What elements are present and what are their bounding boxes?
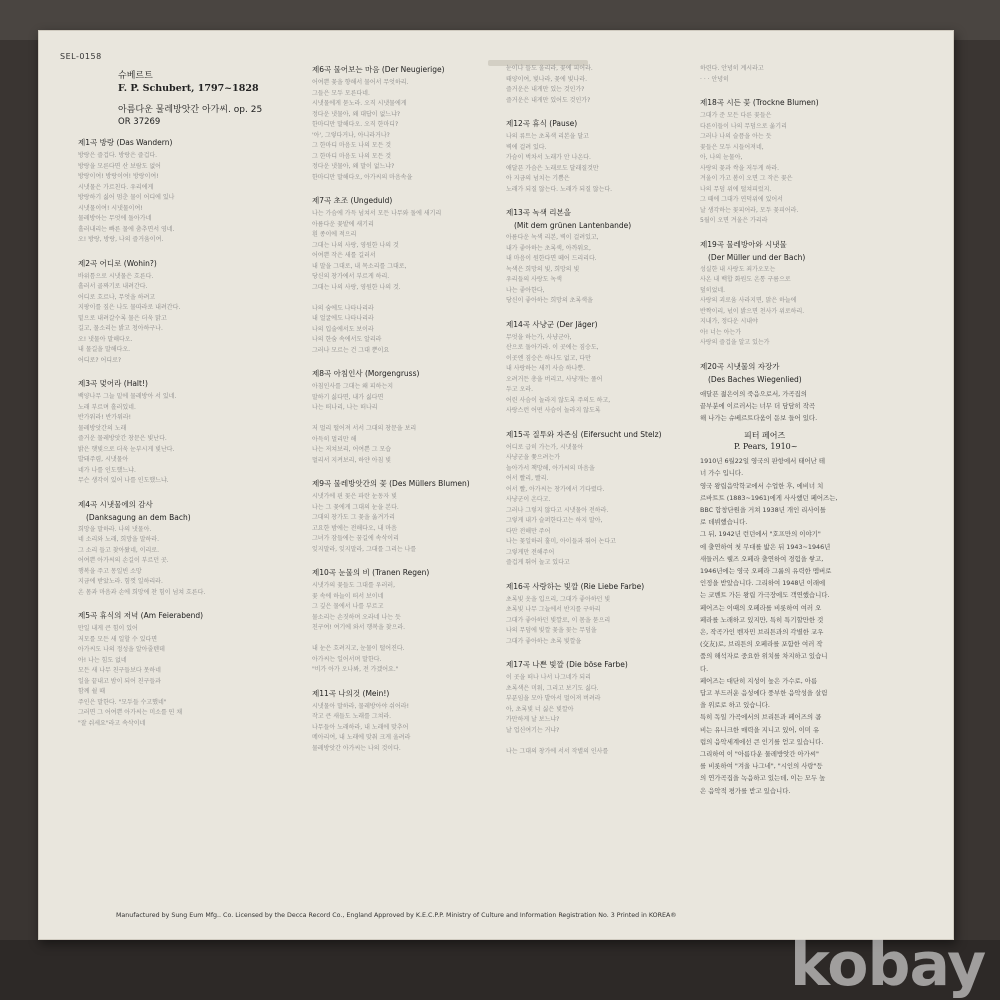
song-block — [312, 195, 494, 356]
lyric-line: 어여쁜 꽃을 향해서 물어서 무엇하리. — [312, 79, 409, 86]
song-block — [700, 97, 880, 227]
song-list-1 — [78, 137, 288, 729]
song-title: 제9곡 물레방앗간의 꽃 (Des Müllers Blumen) — [312, 479, 470, 488]
song-title: 제18곡 시든 꽃 (Trockne Blumen) — [700, 98, 819, 107]
song-block — [78, 499, 288, 599]
lyric-line: 날 업신여기는 거냐? — [506, 726, 560, 734]
lyric-line: 그 한마디 마음도 나의 모든 것 — [312, 142, 392, 149]
song-title: 제13곡 녹색 리본을 — [506, 208, 572, 217]
intro-line: 끝부분에 이르러서는 너무 더 담담히 작곡 — [700, 401, 816, 410]
lyric-line: 내 물길을 말해다오. — [78, 346, 131, 353]
bio-line: 은 음악적 평가를 받고 있습니다. — [700, 786, 791, 795]
lyric-line: 물소리는 손짓하며 오라네 나는 듯 — [312, 613, 401, 621]
column-4 — [700, 64, 880, 797]
bio-line: 페어즈는 대단히 지성이 높은 가수로, 아름 — [700, 676, 818, 685]
lyric-line: 태양이여, 빛나라, 꽃에 빛나라. — [506, 75, 587, 83]
lyric-line: 물레방앗간 아가씨는 나의 것이다. — [312, 744, 401, 752]
bio-line: 1910년 6월22일 영국의 판항에서 태어난 테 — [700, 457, 826, 466]
lyric-line: 가슴이 벅차서 노래가 안 나온다. — [506, 154, 591, 161]
bio-line: 을 위로로 하고 있습니다. — [700, 701, 770, 710]
song-subtitle: (Mit dem grünen Lantenbande) — [514, 221, 632, 230]
lyric-line: 그 깊은 물에서 나를 부르고 — [312, 603, 384, 610]
opus-code: OR 37269 — [118, 117, 161, 127]
lyric-line: 친구여! 여기에 와서 행복을 찾으라. — [312, 624, 406, 631]
lyric-line: 아침인사를 그대는 왜 피하는지 — [312, 383, 394, 390]
lyric-line: 나는 가슴에 가득 넘쳐서 모든 나무와 돌에 새기리 — [312, 210, 442, 217]
bio-line: 답고 부드러운 음성에다 풍부한 음악성을 살림 — [700, 688, 828, 697]
song-title: 제11곡 나의것 (Mein!) — [312, 688, 390, 698]
lyric-line: 그대는 나의 사랑, 영원한 나의 것 — [312, 241, 399, 249]
lyric-line: 지내가, 정다운 시내야 — [700, 318, 758, 325]
lyric-line: 눈이나 들도 울리라, 꽃에 피어라. — [506, 65, 593, 72]
watermark-logo: kobay — [790, 930, 986, 1000]
lyric-line: 지금에 받았노라. 힘껏 일하리라. — [78, 578, 163, 585]
lyric-line: 아가씨는 일어서며 말한다. — [312, 655, 382, 663]
song-title: 제3곡 멎어라 (Halt!) — [78, 379, 148, 388]
lyric-line: 다른이들이 나의 무덤으로 옮기리 — [700, 122, 787, 130]
lyric-line: 즐거운 물레방앗간 창문은 빛난다. — [78, 435, 167, 442]
lyric-line: 그대의 창가도 그 꽃을 옮겨가리 — [312, 514, 395, 521]
lyric-line: 놀아가서 책망해, 아가씨의 마음을 — [506, 464, 595, 472]
song-block — [506, 207, 684, 307]
bio-line: 1946년에는 영국 오페라 그룹의 유력한 멤버로 — [700, 566, 832, 575]
lyric-line: 겨울이 가고 봄이 오면 그 작은 꽃은 — [700, 175, 793, 182]
song-block — [78, 258, 288, 367]
lyric-line: 이곳엔 짐승은 하나도 없고, 다만 — [506, 354, 591, 362]
lyric-line: 나는 꽃일하러 훌미, 아이들과 뛰어 논다고 — [506, 538, 616, 545]
lyric-line: 한마디만 말해다오. 오직 한마디? — [312, 121, 399, 128]
lyric-line: 나는 좋아한다, — [506, 286, 545, 294]
lyric-line: 작고 큰 새들도 노래를 그쳐라. — [312, 713, 392, 720]
lyric-line: 아, 나의 눈물아, — [700, 154, 743, 161]
lyric-line: 애달픈 가슴은 노래로도 달래질것만 — [506, 164, 599, 172]
song-title: 제14곡 사냥군 (Der Jäger) — [506, 319, 598, 329]
lyric-line: 희망을 말하라. 나의 냇물아. — [78, 525, 152, 533]
lyric-line: 초록빛 옷을 입으리, 그대가 좋아하던 빛 — [506, 595, 611, 603]
lyric-line: 물레방앗간의 노래 — [78, 424, 127, 432]
bio-line: 품의 해석자로 중요한 위치를 차지하고 있습니 — [700, 652, 828, 661]
song-block — [506, 429, 684, 569]
bio-title-english: P. Pears, 1910~ — [734, 442, 798, 452]
lyric-line: 내 눈은 흐려지고, 눈물이 떨어진다. — [312, 645, 405, 652]
lyric-line: 주인은 말한다. "모두들 수고했네" — [78, 698, 167, 706]
lyric-line: 노래 부르며 흘러있네. — [78, 403, 136, 411]
lyric-line: 오! 방랑, 방랑, 나의 즐거움이여. — [78, 236, 164, 243]
bio-line: 르바트트 (1883~1961)에게 사사했던 페어즈는, — [700, 493, 838, 502]
lyric-line: 아름다운 꽃밭에 새기리 — [312, 220, 374, 228]
lyric-line: 밝은 햇빛으로 더욱 눈부시게 빛난다. — [78, 445, 175, 453]
lyric-line: 나의 숨에도 나타나리라 — [312, 304, 374, 312]
song-block — [700, 361, 880, 384]
lyric-line: 우리들의 사랑도 녹색 — [506, 276, 562, 283]
lyric-line: 사랑의 꽃과 싹을 저두게 하라. — [700, 164, 780, 172]
lyric-line: 사랑의 즐겁을 알고 있는가 — [700, 339, 770, 346]
lyric-line: 오려거든 총을 버리고, 사냥개는 풀어 — [506, 375, 603, 383]
song-block — [506, 64, 684, 106]
song-title: 제7곡 초조 (Ungeduld) — [312, 196, 393, 205]
song-block — [312, 64, 494, 183]
lyric-line: 노래가 되질 않는다. 노래가 되질 않는다. — [506, 185, 613, 193]
lyric-line: 사냥군이 온다고. — [506, 496, 551, 503]
bio-line: 다. — [700, 664, 709, 673]
song-title: 제16곡 사랑하는 빛깔 (Rie Liebe Farbe) — [506, 581, 645, 591]
lyric-line: 물레방아는 무엇에 돌아가네 — [78, 215, 152, 222]
bio-line: 를 비롯하여 "겨울 나그네", "시인의 사랑"등 — [700, 762, 823, 771]
lyric-line: 어서 빨리, 빨리. — [506, 475, 549, 482]
lyric-line: 그대가 좋아하던 빛깔로, 이 몸을 묻으리 — [506, 616, 611, 624]
lyric-line: 어디로 흐르나, 무엇을 하려고 — [78, 293, 156, 301]
bio-title-korean: 피터 페어즈 — [744, 431, 786, 441]
lyric-line: 어여쁜 작은 새를 길러서 — [312, 252, 376, 259]
bio-line: 인정을 받았습니다. 그리하여 1948년 이래에 — [700, 579, 826, 588]
bio-line: (交友)로, 브리튼의 오페라를 포함한 여러 작 — [700, 640, 823, 649]
lyric-line: 벽에 걸려 있다. — [506, 143, 547, 151]
bio-line: 영국 왕립음악학교에서 수업한 후, 에비너 치 — [700, 481, 824, 490]
lyric-line: 꽃 속에 하늘이 떠서 보이네 — [312, 592, 384, 600]
lyric-line: 나는 떠나리, 나는 떠나리 — [312, 404, 378, 411]
column-2 — [312, 64, 494, 766]
lyric-line: 그 때에 그대가 연덕위에 있어서 — [700, 196, 783, 203]
lyric-line: 나의 한숨 속에서도 알리라 — [312, 336, 382, 343]
bio-line: 로 데뷔했습니다. — [700, 518, 748, 527]
song-block — [78, 137, 288, 246]
bio-line: 그리하여 이 "아름다운 물레방앗간 아가씨" — [700, 749, 819, 758]
lyric-line: 나는 저쳐보리, 어여쁜 그 모습 — [312, 446, 392, 453]
lyric-line: 말하기 싫다면, 내가 싫다면 — [312, 393, 384, 401]
lyric-line: 무엇을 하는가, 사냥군아, — [506, 333, 572, 341]
lyric-line: 나의 류트는 초록색 리본을 달고 — [506, 133, 589, 140]
bio-line: 새들러스 웰즈 오페라 출연하여 경험을 쌓고, — [700, 554, 824, 563]
lyric-line: 무슨 생각이 있어 나를 인도했느냐. — [78, 477, 169, 484]
lyric-line: 초록색은 미워, 그리고 보기도 싫다. — [506, 684, 599, 692]
bio-line: 에 출연하여 첫 무대를 밟은 뒤 1943~1946년 — [700, 542, 831, 551]
lyric-line: 두고 오라. — [506, 386, 533, 393]
lyric-line: 반가워라! 반가워라! — [78, 414, 132, 421]
lyric-line: 즐겁게 뛰어 놀고 있다고 — [506, 559, 570, 566]
lyric-line: 그대가 준 모든 다른 꽃들은 — [700, 112, 772, 119]
lyric-line: "잘 쉬세요"라고 속삭이네 — [78, 719, 146, 727]
work-title: 아름다운 물레방앗간 아가씨. op. 25 — [118, 105, 263, 115]
song-list-3 — [506, 64, 684, 757]
lyric-line: 그녀가 잠들에는 꿈길에 속삭이리 — [312, 535, 399, 542]
song-block — [506, 319, 684, 417]
lyric-line — [312, 634, 494, 645]
song-title: 제15곡 질투와 자존심 (Eifersucht und Stelz) — [506, 429, 662, 439]
lyric-line: 시냇물에게 묻노라. 오직 시냇물에게 — [312, 100, 407, 107]
bio-line: 의 연가곡집을 녹음하고 있는데, 이는 모두 높 — [700, 774, 826, 783]
song-list-2 — [312, 64, 494, 754]
lyric-line: 5월이 오면 겨울은 가리라 — [700, 217, 768, 224]
lyric-line: 내 얼굴에도 나타나리라 — [312, 315, 374, 322]
song-block — [506, 659, 684, 757]
bio-line: 는 코벤트 가든 왕립 가극장에도 객연했습니다. — [700, 591, 830, 600]
lyric-line: 그 소리 들고 찾아왔네, 이리로. — [78, 546, 159, 554]
lyric-line: 시냇가의 꽃들도 그대를 우러러, — [312, 582, 395, 589]
lyric-line: 정다운 냇물아, 왜 대답이 없느냐? — [312, 110, 401, 118]
intro-line: 애달픈 젊은이의 죽음으로서, 가곡집의 — [700, 389, 807, 398]
song-title: 제12곡 휴식 (Pause) — [506, 119, 578, 128]
song-block — [312, 688, 494, 755]
bio-line: 비는 유니크한 매력을 지니고 있어, 이미 유 — [700, 725, 820, 734]
lyric-line: 덮히었네. — [700, 286, 726, 294]
lyric-line: 시냇물이여! 시냇물이여! — [78, 204, 143, 212]
lyric-line: 녹색은 희망의 빛, 희망의 빛 — [506, 265, 580, 273]
lyric-line: "비가 아가 오나봐, 전 가겠어요." — [312, 666, 399, 673]
lyric-line: 나의 무덤에 빛깔 꽃을 꽂는 무덤을 — [506, 627, 597, 634]
song-subtitle: (Danksagung an dem Bach) — [86, 512, 191, 522]
lyric-line: 시냇물은 가르친다. 우리에게 — [78, 183, 154, 191]
lyric-line: 어여쁜 아가씨의 손길이 부르던 곳. — [78, 557, 169, 564]
manufacturer-footer: Manufactured by Sung Eum Mfg.. Co. Licensed by the Decca Record Co., England Approved by K.E.C.P.P. Ministry of Culture and Information Registration No. 3 Printed in KOREA® — [116, 912, 677, 919]
song-title: 제20곡 시냇물의 자장가 — [700, 361, 780, 371]
lyric-line: 내 마음이 원한다면 떼어 드리리다. — [506, 255, 597, 262]
lyric-line: '아', 그렇다거나, 아니라거나? — [312, 131, 390, 139]
song-block — [506, 118, 684, 195]
lyric-line: 내 사랑하는 새끼 사슴 하나뿐. — [506, 365, 586, 372]
lyric-line: 나무들아 노래하라, 내 노래에 맞추어 — [312, 723, 409, 731]
lyric-line: 흘러내리는 빠른 물에 춤추면서 영네. — [78, 225, 175, 233]
lyric-line: 어서 빨, 아가씨는 창가에서 기다렸다. — [506, 485, 605, 493]
lyric-line: 그러나 나의 슬픔을 아는 듯 — [700, 133, 772, 140]
lyric-line: 그대가 좋아하는 초록 빛깔을 — [506, 637, 582, 645]
lyric-line: 어디로 급히 가는가, 시냇물아 — [506, 443, 584, 451]
song-block — [312, 567, 494, 676]
lyric-line: 그 한마디 마음도 나의 모든 것 — [312, 152, 392, 160]
lyric-line: 다만 전해만 주어 — [506, 527, 551, 535]
lyric-line: 백양나무 그늘 밑에 물레방아 서 있네. — [78, 393, 177, 400]
lyric-line: 멀리서 지켜보리, 하얀 아침 빛 — [312, 456, 392, 464]
lyric-line: 즐거운은 내게만 있는 것인가? — [506, 86, 585, 93]
lyric-line: 즐거운은 내게만 있어도 것인가? — [506, 96, 591, 104]
song-title: 제5곡 휴식의 저녁 (Am Feierabend) — [78, 611, 204, 620]
bio-line: 그 뒤, 1942년 런던에서 "호프만의 이야기" — [700, 530, 821, 539]
lyric-line: 날 생각하는 꽃피어라, 모두 꽃피어라. — [700, 206, 799, 214]
lyric-line: 초록빛 나무 그늘에서 반지를 구하리 — [506, 606, 601, 613]
lyric-line: 시냇가에 핀 꽃은 파란 눈동자 빛 — [312, 493, 397, 500]
bio-line: 은, 작곡가인 벤자민 브리튼과의 각별한 교우 — [700, 627, 824, 636]
lyric-line: 내 말을 그대로, 내 목소리를 그대로, — [312, 262, 407, 270]
song-title: 제10곡 눈물의 비 (Tranen Regen) — [312, 568, 430, 577]
lyric-line: 방랑이여! 방랑이여! 방랑이여! — [78, 173, 159, 180]
lyric-line: 산으로 돌아가라. 이 곳에는 짐승도, — [506, 344, 599, 351]
lyric-line: 그대는 나의 사랑, 영원한 나의 것. — [312, 283, 401, 291]
lyric-line: 나는 그대의 창가에 서서 작별의 인사를 — [506, 747, 609, 755]
lyric-line: 나의 무덤 위에 떨쳐피렀지. — [700, 185, 772, 193]
song-block — [78, 610, 288, 729]
lyric-line: 흘러서 골짜기로 내려간다. — [78, 283, 148, 290]
bio-line: 너 가수 입니다. — [700, 469, 744, 478]
song-block — [700, 239, 880, 349]
lyric-line: 반짝이리, 넋이 밝으면 천사가 위로하리. — [700, 307, 805, 315]
song-title: 제2곡 어디로 (Wohin?) — [78, 258, 157, 268]
song-subtitle: (Der Müller und der Bach) — [708, 252, 806, 262]
lyric-line: 아! 나는 힘도 없네 — [78, 656, 127, 664]
bio-text — [700, 455, 880, 797]
lyric-line: 흰 종이에 적으리 — [312, 231, 357, 238]
lyric-line: 지팡이를 짚은 나도 물따라로 내려간다. — [78, 304, 181, 311]
lyric-line: 사랑의 괴로움 사라지면, 맑은 하늘에 — [700, 297, 797, 304]
catalog-number: SEL-0158 — [60, 52, 102, 61]
lyric-line: 어린 사슴이 놀라지 않도록 주의도 하고, — [506, 396, 611, 404]
lyric-line: 그러나 모르는 건 그대 뿐이요 — [312, 346, 390, 354]
lyric-line: 방랑하기 싫어 멈춘 물이 어디에 있나 — [78, 194, 175, 201]
lyric-line: 성실한 내 사랑도 죄가오모는 — [700, 265, 776, 273]
lyric-line: · · · 안녕히 — [700, 75, 729, 83]
lyric-line: 함께 쉴 때 — [78, 688, 105, 695]
song-subtitle: (Des Baches Wiegenlied) — [708, 374, 802, 384]
lyric-line: 시냇물아 말하라, 물레방아야 쉬어라! — [312, 702, 409, 710]
lyric-line: 밑으로 내려갈수록 물은 더욱 맑고 — [78, 314, 167, 322]
lyric-line: 나의 입술에서도 보이라 — [312, 325, 374, 333]
lyric-line: 온 몸과 마음과 손에 희망에 찬 힘이 넘쳐 흐른다. — [78, 588, 206, 596]
lyric-line: 정다운 냇물아, 왜 말이 없느냐? — [312, 163, 395, 170]
lyric-line: 가만하게 날 보느냐? — [506, 716, 560, 723]
lyric-line: 저 멀리 떨어져 서서 그대의 창문을 보리 — [312, 425, 417, 432]
lyric-line: 아, 초록빛 너 싫은 빛깔아 — [506, 705, 574, 713]
lyric-line: 그렇게만 전해주어 — [506, 548, 555, 556]
lyric-line: 사온 내 백합 화원도 온통 구름으로 — [700, 276, 791, 283]
lyric-line: 부푼임을 모아 발아서 멀어져 버려라 — [506, 695, 601, 702]
song-block — [506, 581, 684, 648]
lyric-line: 사랑스런 어떤 사슴이 놀라지 않도록 — [506, 407, 601, 414]
bio-line: 페어즈는 이때의 오페라를 비롯하여 여러 오 — [700, 603, 822, 612]
lyric-line — [506, 736, 684, 747]
lyric-line: 그러면 그 어여쁜 아가씨는 미소를 띤 채 — [78, 709, 183, 716]
lyric-line: 하련다. 안녕히 계시라고 — [700, 65, 764, 72]
lyric-line: 어디로? 어디로? — [78, 356, 122, 364]
lyric-line: 일을 끝내고 밤이 되어 친구들과 — [78, 677, 161, 685]
lyric-line: 한마디만 말해다오, 아가씨의 마음속을 — [312, 173, 413, 181]
lyric-line: 네 소리와 노래, 희망을 말하라. — [78, 536, 159, 543]
song-list-4 — [700, 64, 880, 384]
song-title: 제1곡 방랑 (Das Wandern) — [78, 138, 173, 147]
lyric-line: 방랑은 즐겁다. 방랑은 즐겁다. — [78, 152, 158, 159]
lyric-line: 사냥군을 쫓으려는가 — [506, 454, 561, 461]
lyric-line: 발돼주렴, 시냇물아 — [78, 456, 129, 463]
lyric-line: 그러나 그렇지 않다고 시냇물아 전하라. — [506, 506, 609, 514]
lyric-line: 저모를 모든 새 일할 수 있다면 — [78, 635, 158, 643]
lyric-line — [312, 414, 494, 425]
lyric-line: 나는 그 꽃에게 그대의 눈을 본다. — [312, 503, 399, 511]
column-3 — [506, 64, 684, 769]
song-block — [312, 478, 494, 555]
lyric-line: 방랑을 모른다면 산 보람도 없어 — [78, 162, 161, 170]
song-title: 제19곡 물레방아와 시냇물 — [700, 239, 787, 249]
lyric-line: 고요한 밤에는 전해다오, 내 마음 — [312, 524, 397, 532]
lyric-line: 아름다운 녹색 리본, 벽이 걸려있고, — [506, 234, 599, 241]
lyric-line: 이 곳을 떠나 나서 나그네가 되리 — [506, 674, 591, 681]
bio-line: 페라를 노래하고 있지만, 특히 특기할만한 것 — [700, 615, 824, 624]
lyric-line: 아가씨도 나의 정성을 알아줄텐데 — [78, 646, 165, 653]
lyric-line: 메아리여, 내 노래에 맞춰 크게 울려라 — [312, 734, 411, 741]
lyric-line: 당신이 좋아하는 희망의 초록색을 — [506, 297, 593, 304]
bio-line: 럽의 음악세계에선 큰 인기를 얻고 있습니다. — [700, 737, 824, 746]
song-title: 제6곡 물어보는 마음 (Der Neugierige) — [312, 65, 445, 74]
song-block — [312, 368, 494, 466]
lyric-line: 길고, 물소리는 밝고 청아하구나. — [78, 325, 163, 332]
lyric-line: 내가 좋아하는 초록색, 아까워요, — [506, 244, 591, 252]
lyric-line: 당신의 창가에서 부르게 하리. — [312, 273, 390, 280]
lyric-line: 꽃들은 모두 시들어져네, — [700, 143, 764, 151]
composer-name-korean: 슈베르트 — [118, 71, 153, 81]
lyric-line: 행복을 주고 몽일빈 소망 — [78, 567, 142, 575]
song-title: 제17곡 나쁜 빛깔 (Die böse Farbe) — [506, 660, 628, 669]
lyric-line: 바위틈으로 시냇물은 흐른다. — [78, 272, 154, 280]
lyric-line: 아! 너는 아는가 — [700, 328, 741, 336]
lyric-line: 만일 내게 큰 힘이 있어 — [78, 625, 138, 632]
song-block — [78, 378, 288, 487]
lyric-line: 잊지말라, 잊지말라, 그대를 그리는 나를 — [312, 545, 417, 553]
song-title: 제8곡 아침인사 (Morgengruss) — [312, 369, 420, 378]
lyric-line: 아득히 멀리만 해 — [312, 435, 357, 443]
bio-line: BBC 합창단원을 거쳐 1938년 개인 리사이틀 — [700, 505, 826, 514]
bio-line: 특히 독일 가곡에서의 브리튼과 페어즈의 콤 — [700, 713, 822, 722]
song-20-text — [700, 388, 880, 425]
song-title: 제4곡 시냇물에의 감사 — [78, 499, 153, 509]
composer-name-english: F. P. Schubert, 1797~1828 — [118, 83, 259, 94]
lyric-line — [312, 293, 494, 304]
column-1 — [78, 64, 288, 741]
lyric-line: 모든 새 나무 친구들보다 못하네 — [78, 667, 161, 674]
song-block — [700, 64, 880, 85]
lyric-line: 그들은 모두 모른다네. — [312, 89, 370, 97]
lyric-line: 오! 냇물아 말해다오. — [78, 335, 133, 343]
lyric-line: 그렇게 내가 슬퍼한다고는 하지 말아, — [506, 517, 603, 524]
intro-line: 해 나가는 슈베르트다움이 돋보 들어 있다. — [700, 413, 818, 422]
lyric-line: 아 지금의 넘치는 기쁨은 — [506, 175, 570, 182]
lyric-line: 네가 나를 인도했느냐. — [78, 466, 136, 474]
